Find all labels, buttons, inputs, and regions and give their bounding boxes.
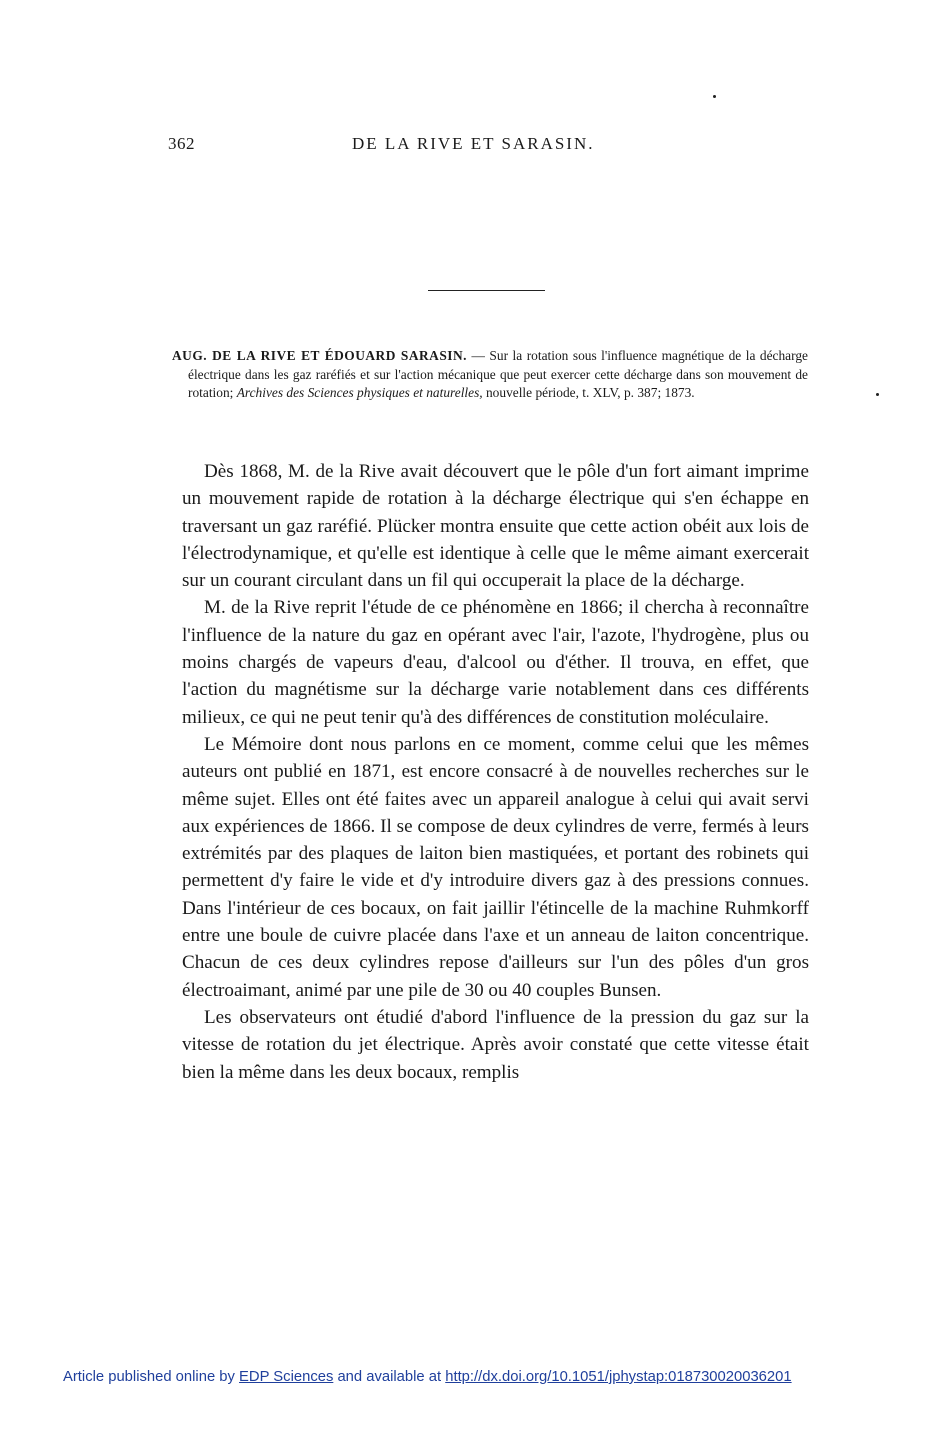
print-speck xyxy=(713,95,716,98)
page-number: 362 xyxy=(168,134,195,153)
section-rule xyxy=(428,290,545,291)
footer-prefix: Article published online by xyxy=(63,1369,240,1385)
publication-footer xyxy=(63,1369,792,1385)
article-body xyxy=(182,458,809,1086)
citation-authors: AUG. DE LA RIVE ET ÉDOUARD SARASIN. xyxy=(172,348,468,363)
print-speck xyxy=(876,393,879,396)
citation-title: — Sur la rotation sous l'influence magnétique de la décharge électrique dans les gaz raréfiés et sur l'action mécanique que peut exercer cette décharge dans son mouvement de rotation; xyxy=(188,348,808,400)
paragraph: M. de la Rive reprit l'étude de ce phénomène en 1866; il chercha à reconnaître l'influence de la nature du gaz en opérant avec l'air, l'azote, l'hydrogène, plus ou moins chargés de vapeurs d'eau, d'alcool ou d'éther. Il trouva, en effet, que l'action du magnétisme sur la décharge varie notablement dans ces différents milieux, ce qui ne peut tenir qu'à des différences de constitution moléculaire. xyxy=(182,597,809,728)
citation-details: nouvelle période, t. XLV, p. 387; 1873. xyxy=(482,385,695,400)
running-title: DE LA RIVE ET SARASIN. xyxy=(352,134,595,153)
paragraph: Le Mémoire dont nous parlons en ce moment, comme celui que les mêmes auteurs ont publié en 1871, est encore consacré à de nouvelles recherches sur le même sujet. Elles ont été faites avec un appareil analogue à celui qui avait servi aux expériences de 1866. Il se compose de deux cylindres de verre, fermés à leurs extrémités par des plaques de laiton bien mastiquées, et portant des robinets qui permettent d'y faire le vide et d'y introduire divers gaz à des pressions connues. Dans l'intérieur de ces bocaux, on fait jaillir l'étincelle de la machine Ruhmkorff entre une boule de cuivre placée dans l'axe et un anneau de laiton concentrique. Chacun de ces deux cylindres repose d'ailleurs sur l'un des pôles d'un gros électroaimant, animé par une pile de 30 ou 40 couples Bunsen. xyxy=(182,733,809,1001)
publisher-link[interactable]: EDP Sciences xyxy=(239,1369,334,1385)
citation-journal: Archives des Sciences physiques et naturelles, xyxy=(236,385,483,400)
doi-link[interactable]: http://dx.doi.org/10.1051/jphystap:018730020036201 xyxy=(445,1369,792,1385)
paragraph: Dès 1868, M. de la Rive avait découvert que le pôle d'un fort aimant imprime un mouvement rapide de rotation à la décharge électrique qui s'en échappe en traversant un gaz raréfié. Plücker montra ensuite que cette action obéit aux lois de l'électrodynamique, et qu'elle est identique à celle que le même aimant exercerait sur un courant circulant dans un fil qui occuperait la place de la décharge. xyxy=(182,461,809,592)
paragraph: Les observateurs ont étudié d'abord l'influence de la pression du gaz sur la vitesse de rotation du jet électrique. Après avoir constaté que cette vitesse était bien la même dans les deux bocaux, remplis xyxy=(182,1006,809,1083)
footer-middle: and available at xyxy=(333,1369,446,1385)
bibliographic-citation xyxy=(172,347,808,403)
